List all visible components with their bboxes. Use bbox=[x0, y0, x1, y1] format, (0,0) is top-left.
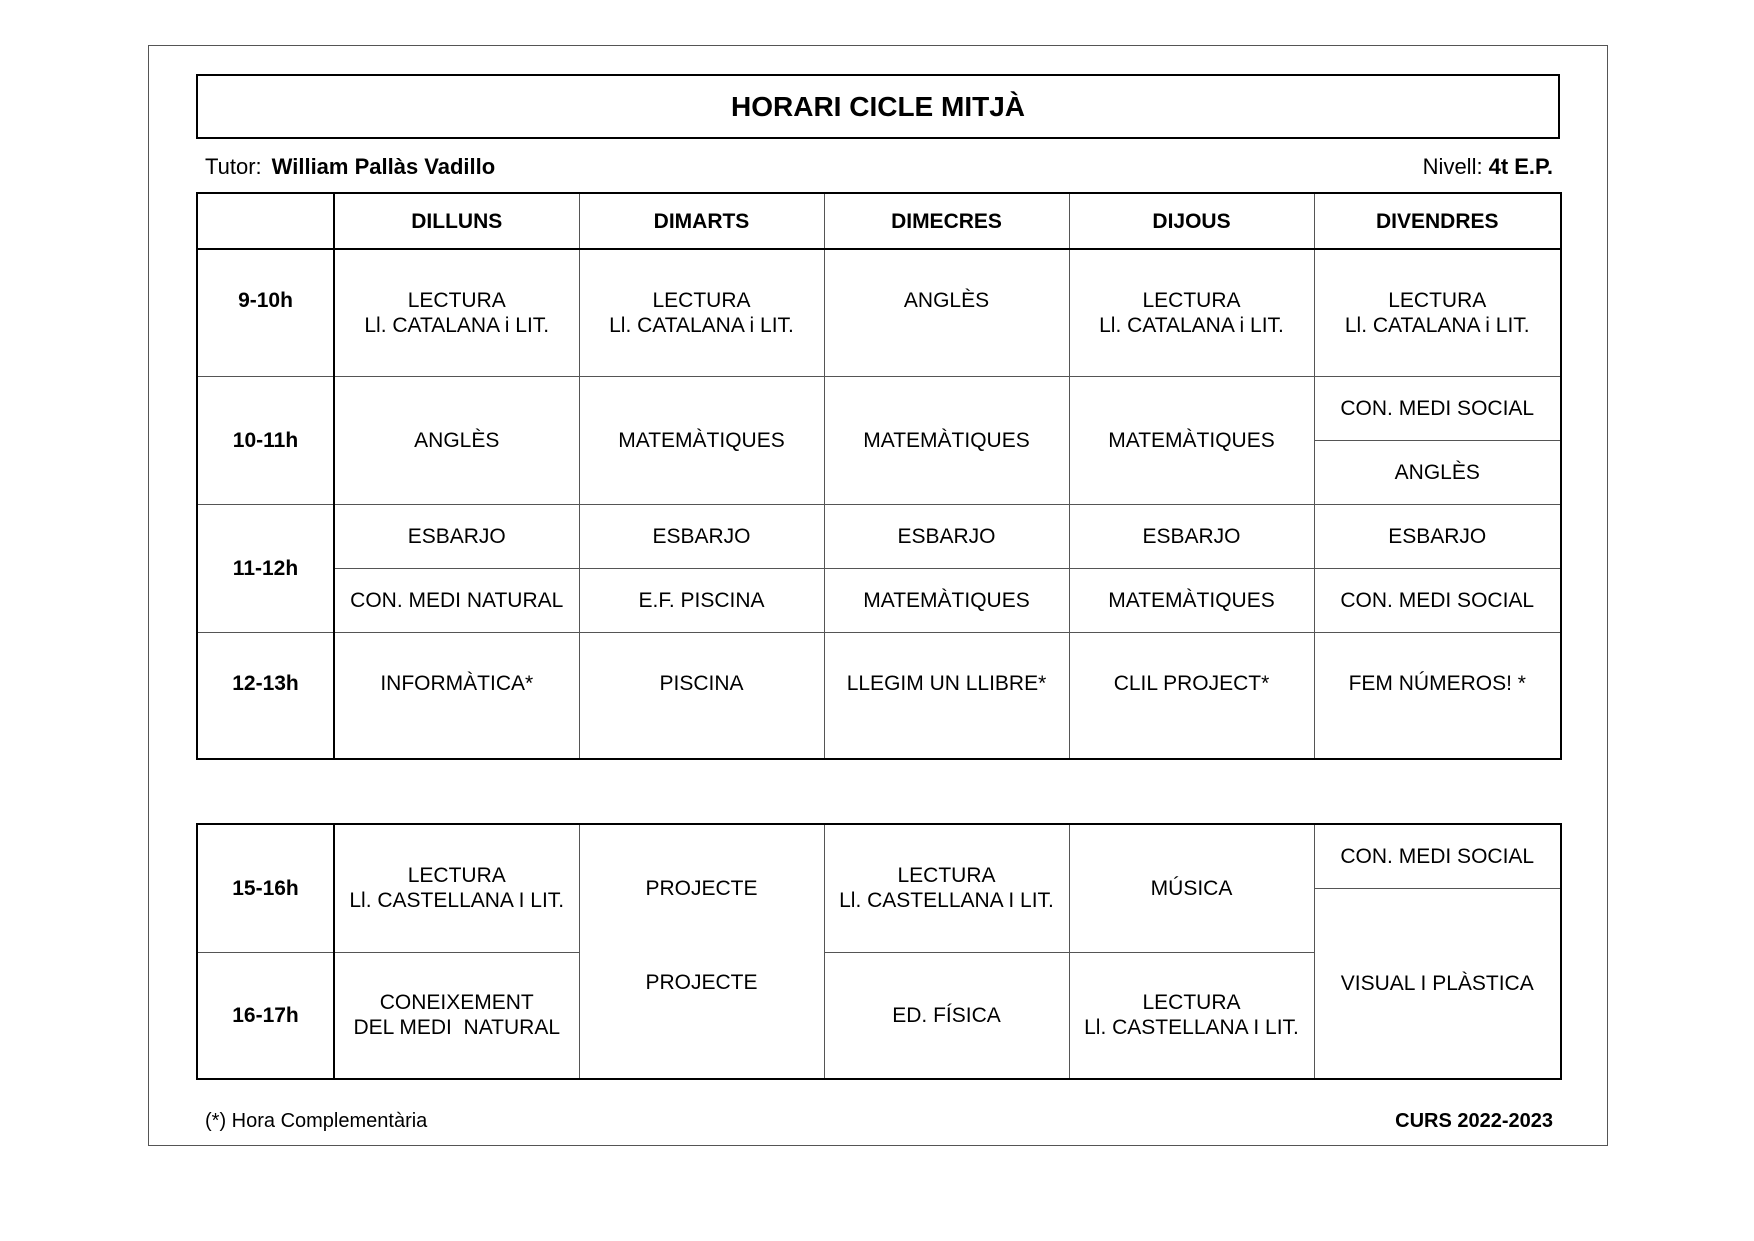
class-cell: ANGLÈS bbox=[334, 376, 579, 504]
class-cell: ED. FÍSICA bbox=[824, 952, 1069, 1079]
class-cell: MATEMÀTIQUES bbox=[1069, 568, 1314, 632]
class-line: Ll. CATALANA i LIT. bbox=[364, 314, 550, 337]
class-line: LECTURA bbox=[1388, 289, 1487, 312]
class-cell: PROJECTE bbox=[579, 824, 824, 952]
class-cell: FEM NÚMEROS! * bbox=[1314, 632, 1561, 759]
day-header-tuesday: DIMARTS bbox=[579, 193, 824, 249]
table-row bbox=[197, 632, 1561, 759]
day-header-row bbox=[197, 193, 1561, 249]
break-cell: ESBARJO bbox=[1069, 504, 1314, 568]
class-line: CONEIXEMENT bbox=[379, 991, 534, 1015]
class-line: Ll. CASTELLANA I LIT. bbox=[1084, 1016, 1299, 1040]
time-slot-9-10: 9-10h bbox=[197, 249, 334, 376]
class-cell: MATEMÀTIQUES bbox=[1069, 376, 1314, 504]
class-line: ANGLÈS bbox=[903, 289, 990, 312]
table-row bbox=[197, 824, 1561, 888]
class-cell bbox=[1069, 952, 1314, 1079]
break-cell: ESBARJO bbox=[824, 504, 1069, 568]
time-slot-15-16: 15-16h bbox=[197, 824, 334, 952]
page-title: HORARI CICLE MITJÀ bbox=[196, 74, 1560, 139]
class-line: Ll. CATALANA i LIT. bbox=[1099, 314, 1284, 337]
break-cell: ESBARJO bbox=[579, 504, 824, 568]
class-cell: ANGLÈS bbox=[1314, 440, 1561, 504]
class-cell: E.F. PISCINA bbox=[579, 568, 824, 632]
tutor-info bbox=[205, 154, 495, 180]
header-corner-cell bbox=[197, 193, 334, 249]
table-row bbox=[197, 568, 1561, 632]
class-line: LECTURA bbox=[1142, 991, 1241, 1015]
table-row bbox=[197, 376, 1561, 440]
class-line: LECTURA bbox=[407, 864, 506, 888]
class-line: LECTURA bbox=[1142, 289, 1241, 312]
class-cell: CON. MEDI SOCIAL bbox=[1314, 824, 1561, 888]
class-cell: CON. MEDI SOCIAL bbox=[1314, 376, 1561, 440]
class-cell: MATEMÀTIQUES bbox=[579, 376, 824, 504]
class-cell: PROJECTE bbox=[579, 952, 824, 1079]
time-slot-11-12: 11-12h bbox=[197, 504, 334, 632]
class-cell: PISCINA bbox=[579, 632, 824, 759]
class-cell: INFORMÀTICA* bbox=[334, 632, 579, 759]
class-cell bbox=[1314, 249, 1561, 376]
day-header-wednesday: DIMECRES bbox=[824, 193, 1069, 249]
tutor-name: William Pallàs Vadillo bbox=[271, 154, 496, 179]
table-row bbox=[197, 504, 1561, 568]
class-cell bbox=[824, 824, 1069, 952]
class-cell: CON. MEDI SOCIAL bbox=[1314, 568, 1561, 632]
meta-row bbox=[205, 152, 1553, 182]
break-cell: ESBARJO bbox=[334, 504, 579, 568]
class-line: Ll. CATALANA i LIT. bbox=[609, 314, 794, 337]
class-line: Ll. CASTELLANA I LIT. bbox=[839, 889, 1054, 913]
afternoon-schedule-table bbox=[196, 823, 1562, 1080]
footnote: (*) Hora Complementària bbox=[205, 1110, 428, 1132]
class-cell: MATEMÀTIQUES bbox=[824, 376, 1069, 504]
class-line: LECTURA bbox=[897, 864, 996, 888]
class-cell: VISUAL I PLÀSTICA bbox=[1314, 888, 1561, 1079]
course-year: CURS 2022-2023 bbox=[1395, 1110, 1553, 1132]
level-info bbox=[1423, 154, 1553, 180]
class-cell: CLIL PROJECT* bbox=[1069, 632, 1314, 759]
class-cell bbox=[334, 249, 579, 376]
day-header-friday: DIVENDRES bbox=[1314, 193, 1561, 249]
time-slot-12-13: 12-13h bbox=[197, 632, 334, 759]
class-line: Ll. CATALANA i LIT. bbox=[1344, 314, 1530, 337]
morning-schedule-table bbox=[196, 192, 1562, 760]
class-cell: MÚSICA bbox=[1069, 824, 1314, 952]
class-cell bbox=[824, 249, 1069, 376]
tutor-label: Tutor: bbox=[205, 154, 262, 179]
class-cell: MATEMÀTIQUES bbox=[824, 568, 1069, 632]
day-header-thursday: DIJOUS bbox=[1069, 193, 1314, 249]
level-label: Nivell: bbox=[1422, 154, 1483, 179]
class-cell bbox=[334, 952, 579, 1079]
class-cell bbox=[579, 249, 824, 376]
time-slot-16-17: 16-17h bbox=[197, 952, 334, 1079]
level-value: 4t E.P. bbox=[1488, 154, 1553, 179]
break-cell: ESBARJO bbox=[1314, 504, 1561, 568]
class-cell bbox=[334, 824, 579, 952]
class-cell bbox=[1069, 249, 1314, 376]
time-slot-10-11: 10-11h bbox=[197, 376, 334, 504]
class-line: DEL MEDI NATURAL bbox=[353, 1016, 561, 1040]
class-line: Ll. CASTELLANA I LIT. bbox=[349, 889, 565, 913]
day-header-monday: DILLUNS bbox=[334, 193, 579, 249]
table-row bbox=[197, 249, 1561, 376]
class-line: LECTURA bbox=[407, 289, 506, 312]
class-line: LECTURA bbox=[652, 289, 751, 312]
class-cell: LLEGIM UN LLIBRE* bbox=[824, 632, 1069, 759]
class-cell: CON. MEDI NATURAL bbox=[334, 568, 579, 632]
